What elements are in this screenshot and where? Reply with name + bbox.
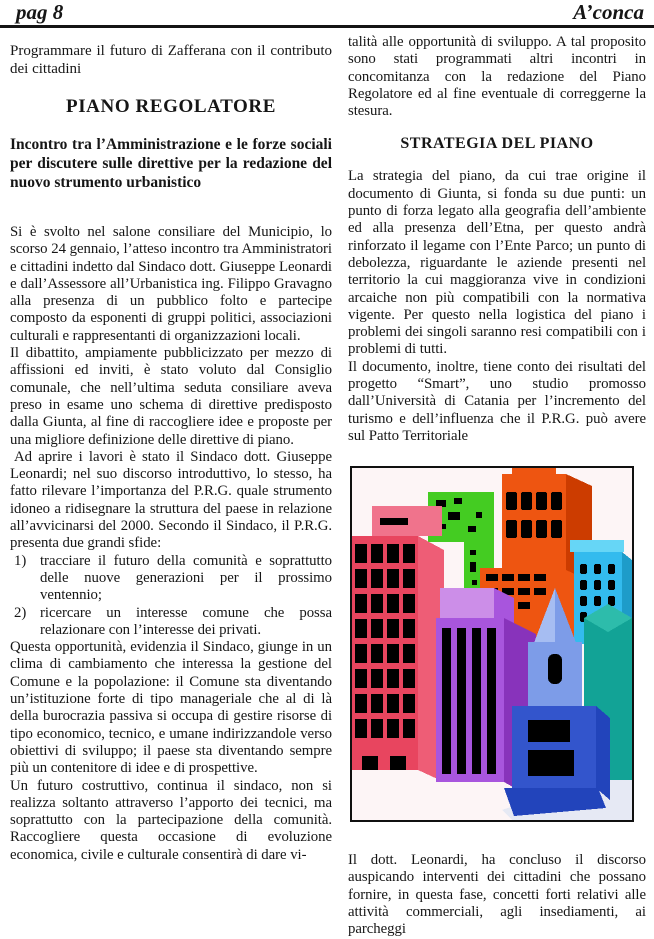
masthead-title: A’conca [573,0,644,24]
paragraph: Un futuro costruttivo, continua il sindaco, non si realizza soltanto attraverso l’apporto dei tecnici, ma soprattutto con la partecipazione della comunità. Raccogliere questa occasione di evoluzione economica, civile e culturale consentirà di dare vi- [10,777,332,863]
section-title: STRATEGIA DEL PIANO [400,135,594,153]
intro-text: Programmare il futuro di Zafferana con il contributo dei cittadini [10,43,332,77]
list-item-number: 1) [14,552,27,569]
red-building-icon [352,506,444,782]
article-subtitle: Incontro tra l’Amministrazione e le forze sociali per discutere sulle direttive per la redazione del nuovo strumento urbanistico [10,136,332,191]
right-column [348,34,646,938]
article-title: PIANO REGOLATORE [65,96,276,117]
paragraph: Ad aprire i lavori è stato il Sindaco dott. Giuseppe Leonardi; nel suo discorso introduttivo, lo stesso, ha fatto rilevare l’importanza del P.R.G. quale strumento idoneo a ridisegnare la struttura del paese in relazione all’avvicinarsi del 2000. Secondo il Sindaco, il P.R.G. presenta due grandi sfide: [10,448,332,552]
city-buildings-figure [350,466,634,822]
numbered-list [10,553,332,639]
left-column [10,42,332,864]
paragraph: Il documento, inoltre, tiene conto dei risultati del progetto “Smart”, uno studio promosso dall’Università di Catania per l’incremento del turismo e dell’influenza che il P.R.G. può avere sul Patto Territoriale [348,358,646,444]
right-column-text [348,34,646,466]
list-item [10,605,332,640]
city-buildings-clipart-icon [352,468,632,820]
paragraph: Si è svolto nel salone consiliare del Municipio, lo scorso 24 gennaio, l’atteso incontro tra Amministratori e cittadini indetto dal Sindaco dott. Giuseppe Leonardi e dall’Assessore all’Urbanistica ing. Filippo Gravagno alla presenza di un pubblico folto e partecipe composto da esponenti di gruppi politici, associazioni culturali e rappresentanti di organizzazioni locali. [10,224,332,344]
continuation-paragraph: talità alle opportunità di sviluppo. A tal proposito sono stati programmati altri incontri in concomitanza con la redazione del Piano Regolatore ed al fine eventuale di correggerne la stesura. [348,34,646,120]
paragraph: Questa opportunità, evidenzia il Sindaco, giunge in un clima di cambiamento che interessa la gestione del Comune e la popolazione: il Comune sta diventando un’istituzione forte di tipo manageriale che al di là della burocrazia passiva si occupa di gestire risorse di tipo economico, tecnico, e umane indirizzandole verso obiettivi di sviluppo; il paese sta diventando sempre più un contenitore di idee e di prospettive. [10,639,332,777]
paragraph: La strategia del piano, da cui trae origine il documento di Giunta, si fonda su due punti: un punto di forza legato alla geografia dell’ambiente ed alla presenza dell’Etna, per questo andrà rinforzato il legame con l’Ente Parco; un punto di debolezza, riguardante le aziende presenti nel territorio la cui maggioranza vive in condizioni arcaiche non più compatibili con la normativa vigente. Per questo nella logistica del piano i problemi dei singoli saranno resi compatibili con i problemi di tutti. [348,168,646,358]
page-number-label: pag 8 [16,0,64,24]
list-item-text: tracciare il futuro della comunità e soprattutto delle nuove generazioni per il prossimo ventennio; [40,552,332,604]
list-item-number: 2) [14,604,27,621]
page-header [0,0,654,28]
list-item-text: ricercare un interesse comune che possa relazionare con l’interesse dei privati. [40,604,332,638]
paragraph: Il dibattito, ampiamente pubblicizzato per mezzo di affissioni ed inviti, è stato voluto dal Consiglio comunale, che nell’ultima seduta consiliare aveva preso in esame uno schema di direttive predisposto dalla Giunta, al fine di raccogliere idee e proposte per una migliore definizione delle direttive di piano. [10,345,332,448]
list-item [10,553,332,605]
closing-paragraph: Il dott. Leonardi, ha concluso il discorso auspicando interventi dei cittadini che possano fornire, in questa fase, concetti forti relativi alle attività commerciali, agli insediamenti, ai parcheggi [348,852,646,938]
